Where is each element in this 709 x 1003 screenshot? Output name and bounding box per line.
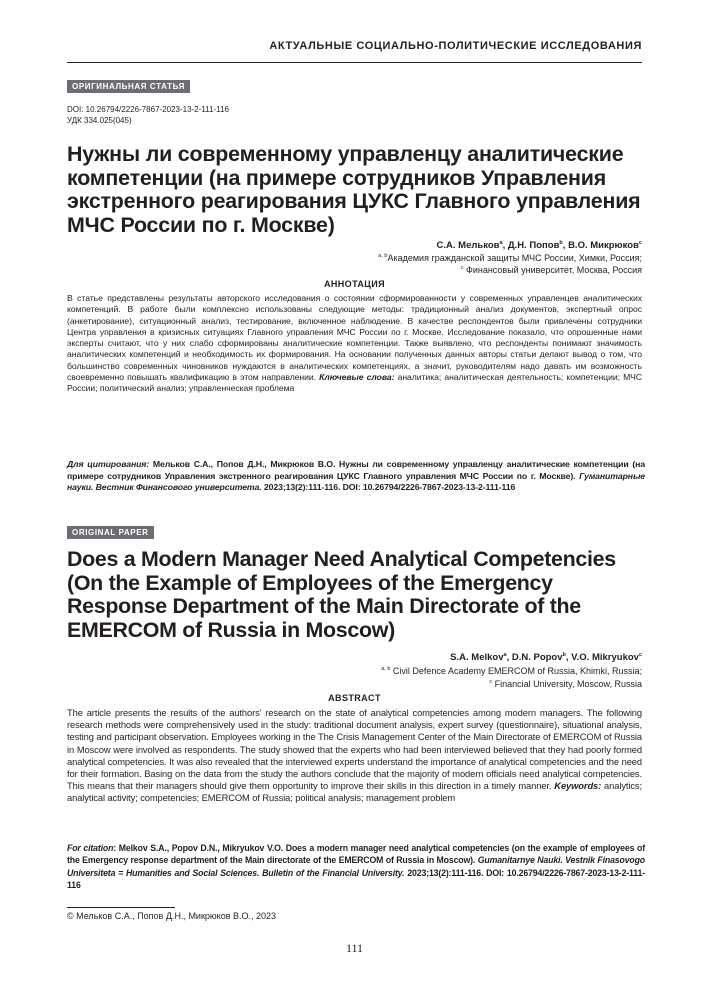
citation-journal-en: Gumanitarnye Nauki. Vestnik Finasovogo Universiteta = Humanities and Social Sciences. Bulletin of the Financial University. <box>67 855 645 878</box>
article-title-ru: Нужны ли современному управленцу аналитические компетенции (на примере сотрудников Управления экстренного реагирования ЦУКС Главного управления МЧС России по г. Москве) <box>67 142 641 237</box>
author-separator: , <box>502 240 508 251</box>
affiliation-ru-2 <box>461 265 642 276</box>
abstract-heading-ru: АННОТАЦИЯ <box>323 279 386 289</box>
author-name: Д.Н. Попов <box>507 240 560 251</box>
citation-journal-ru: Гуманитарные науки. Вестник Финансового университета. <box>67 470 645 493</box>
article-type-label-en: ORIGINAL PAPER <box>67 526 154 539</box>
affiliation-en-1 <box>381 666 642 677</box>
affiliation-sup: a, b <box>381 666 391 672</box>
author-separator: , <box>565 652 572 663</box>
affiliation-sup: a, b <box>378 253 388 259</box>
footnote-divider <box>67 907 175 908</box>
author-name: В.О. Микрюков <box>568 240 639 251</box>
abstract-ru <box>67 293 642 395</box>
affiliation-text: Академия гражданской защиты МЧС России, Химки, Россия; <box>387 253 642 263</box>
affiliation-sup: c <box>460 265 464 271</box>
authors-en <box>450 652 642 663</box>
article-title-en: Does a Modern Manager Need Analytical Competencies (On the Example of Employees of the Emergency Response Department of the Main Directorate of the EMERCOM of Russia in Moscow) <box>67 547 616 642</box>
citation-en <box>67 842 645 891</box>
author-sup: b <box>559 239 563 246</box>
author-name: С.А. Мельков <box>436 240 500 251</box>
article-type-label-ru: ОРИГИНАЛЬНАЯ СТАТЬЯ <box>67 80 190 93</box>
page-number: 111 <box>345 941 364 955</box>
author-name: V.O. Mikryukov <box>571 652 639 663</box>
doi: DOI: 10.26794/2226-7867-2023-13-2-111-116 <box>67 105 229 114</box>
abstract-text-ru: В статье представлены результаты авторского исследования о состоянии сформированности у современных управленцев аналитических компетенций. В работе были комплексно использованы следующие методы: традиционный анализ документов, экспертный опрос (анкетирование), ситуационный анализ, тестирование, включенное наблюдение. В качестве респондентов были привлечены сотрудники Центра управления в кризисных ситуациях Главного управления МЧС России по г. Москве. Исследование показало, что опрошенные нами эксперты считают, что у них слабо сформированы аналитические компетенции. Также выявлено, что респонденты понимают значимость аналитических компетенций и необходимость их формирования. На основании полученных данных авторы статьи делают вывод о том, что большинство современных чиновников нуждаются в аналитических компетенциях, а значит, руководителям надо давать им возможность своевременно повышать квалификацию в этом направлении. <box>67 293 642 383</box>
citation-colon-en: : <box>113 843 119 853</box>
authors-ru <box>437 240 642 251</box>
citation-label-ru: Для цитирования: <box>67 459 150 469</box>
affiliation-text: Civil Defence Academy EMERCOM of Russia, Khimki, Russia; <box>392 666 642 676</box>
author-separator: , <box>506 652 512 663</box>
author-name: S.A. Melkov <box>450 652 504 663</box>
author-sup: c <box>638 651 642 658</box>
affiliation-en-2 <box>489 679 642 690</box>
author-sup: a <box>503 651 507 658</box>
citation-tail-ru: 2023;13(2):111-116. DOI: 10.26794/2226-7867-2023-13-2-111-116 <box>261 482 516 493</box>
affiliation-text: Финансовый университет, Москва, Россия <box>465 265 642 275</box>
keywords-label-en: Keywords: <box>554 781 602 792</box>
abstract-text-en: The article presents the results of the authors' research on the state of analytical competencies among modern managers. The following research methods were comprehensively used in the study: traditional document analysis, expert survey (questionnaire), situational analysis, testing and participant observation. Employees working in the The Crisis Management Center of the Main Directorate of EMERCOM of Russia in Moscow were involved as respondents. The study showed that the experts who had been interviewed believed that they had poorly formed analytical competencies. It was also revealed that the interviewed experts understand the importance of analytical competencies and the need for their formation. Basing on the data from the study the authors conclude that the majority of modern officials need analytical competencies. This means that their managers should give them opportunity to improve their skills in this direction in a timely manner. <box>67 708 642 792</box>
keywords-en: analytics; analytical activity; competencies; EMERCOM of Russia; political analysis; management problem <box>67 781 643 804</box>
author-sup: b <box>562 651 566 658</box>
affiliation-text: Financial University, Moscow, Russia <box>494 679 642 689</box>
journal-section-title: АКТУАЛЬНЫЕ СОЦИАЛЬНО-ПОЛИТИЧЕСКИЕ ИССЛЕДОВАНИЯ <box>269 40 642 52</box>
citation-ru <box>67 459 645 494</box>
author-sup: c <box>638 239 642 246</box>
author-name: D.N. Popov <box>511 652 563 663</box>
abstract-heading-en: ABSTRACT <box>328 693 381 703</box>
author-separator: , <box>562 240 569 251</box>
citation-tail-en: 2023;13(2):111-116. DOI: 10.26794/2226-7867-2023-13-2-111-116 <box>67 867 645 890</box>
header-divider <box>67 62 642 63</box>
abstract-en <box>67 707 642 805</box>
udc: УДК 334.025(045) <box>67 116 132 125</box>
copyright: © Мельков С.А., Попов Д.Н., Микрюков В.О., 2023 <box>67 911 277 921</box>
keywords-ru: аналитика; аналитическая деятельность; компетенции; МЧС России; политический анализ; управленческая проблема <box>67 372 642 394</box>
affiliation-ru-1 <box>378 253 642 264</box>
affiliation-sup: c <box>489 679 493 685</box>
citation-text-ru: Мельков С.А., Попов Д.Н., Микрюков В.О. Нужны ли современному управленцу аналитические компетенции (на примере сотрудников Управления экстренного реагирования ЦУКС Главного управления МЧС России по г. Москве). <box>67 459 646 481</box>
citation-text-en: Melkov S.A., Popov D.N., Mikryukov V.O. Does a modern manager need analytical competencies (on the example of employees of the Emergency response department of the Main directorate of the EMERCOM of Russia in Moscow). <box>67 843 646 866</box>
author-sup: a <box>499 239 503 246</box>
keywords-label-ru: Ключевые слова: <box>319 372 395 383</box>
citation-label-en: For citation <box>67 843 114 853</box>
